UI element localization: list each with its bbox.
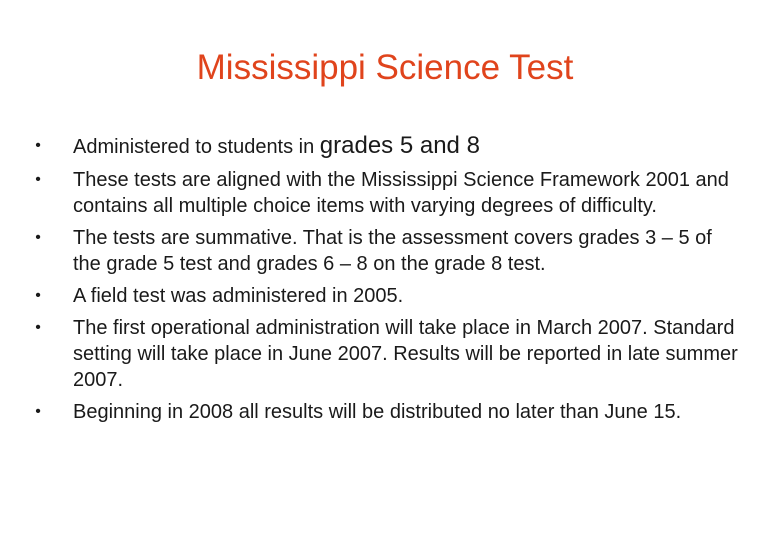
bullet-icon: •: [35, 229, 41, 246]
bullet-text: The tests are summative. That is the assessment covers grades 3 – 5 of the grade 5 test and grades 6 – 8 on the grade 8 test.: [73, 227, 712, 275]
bullet-emphasis: grades 5 and 8: [319, 132, 480, 159]
bullet-icon: •: [35, 137, 41, 154]
bullet-item: [28, 225, 743, 277]
bullet-item: [28, 167, 743, 219]
bullet-list: [28, 128, 743, 431]
slide-title: Mississippi Science Test: [196, 48, 574, 87]
bullet-text: Administered to students in: [73, 136, 320, 158]
bullet-text: Beginning in 2008 all results will be distributed no later than June 15.: [73, 401, 682, 423]
bullet-item: [28, 128, 743, 165]
bullet-text: These tests are aligned with the Mississippi Science Framework 2001 and contains all multiple choice items with varying degrees of difficulty.: [73, 169, 729, 217]
bullet-icon: •: [35, 403, 41, 420]
bullet-text: A field test was administered in 2005.: [73, 285, 404, 307]
bullet-icon: •: [35, 319, 41, 336]
bullet-icon: •: [35, 171, 41, 188]
bullet-item: [28, 283, 743, 309]
bullet-item: [28, 399, 743, 425]
bullet-icon: •: [35, 287, 41, 304]
bullet-item: [28, 315, 743, 393]
bullet-text: The first operational administration will take place in March 2007. Standard setting will take place in June 2007. Results will be reported in late summer 2007.: [73, 317, 738, 391]
